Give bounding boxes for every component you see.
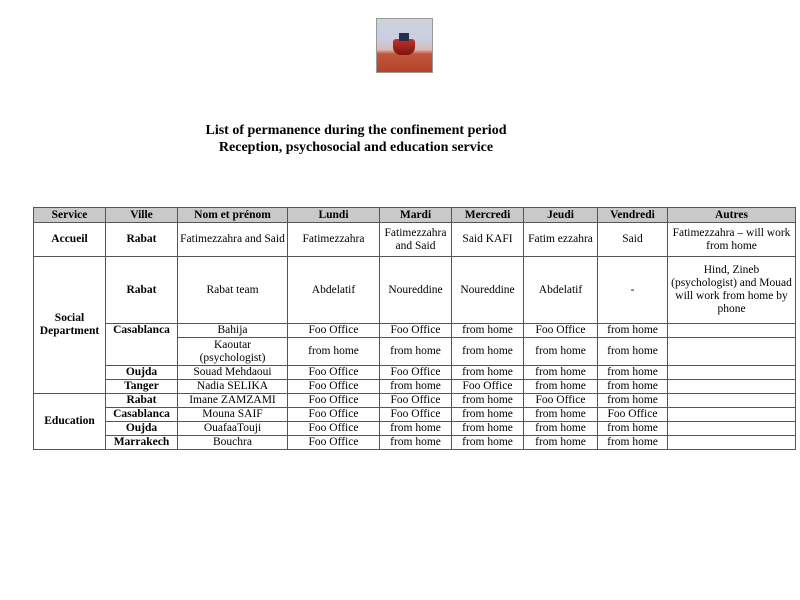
mardi-cell: Foo Office bbox=[380, 324, 452, 338]
mardi-cell: Foo Office bbox=[380, 366, 452, 380]
mardi-cell: Foo Office bbox=[380, 408, 452, 422]
vendredi-cell: from home bbox=[598, 324, 668, 338]
mardi-cell: from home bbox=[380, 380, 452, 394]
autres-cell bbox=[668, 338, 796, 366]
service-cell: Social Department bbox=[34, 257, 106, 394]
lundi-cell: Foo Office bbox=[288, 422, 380, 436]
mardi-cell: Noureddine bbox=[380, 257, 452, 324]
document-title bbox=[0, 122, 800, 156]
lundi-cell: Foo Office bbox=[288, 436, 380, 450]
vendredi-cell: from home bbox=[598, 436, 668, 450]
autres-cell: Fatimezzahra – will work from home bbox=[668, 223, 796, 257]
autres-cell bbox=[668, 408, 796, 422]
lundi-cell: Abdelatif bbox=[288, 257, 380, 324]
table-row bbox=[34, 436, 796, 450]
mercredi-cell: from home bbox=[452, 422, 524, 436]
mercredi-cell: from home bbox=[452, 394, 524, 408]
ville-cell: Marrakech bbox=[106, 436, 178, 450]
nom-cell: Rabat team bbox=[178, 257, 288, 324]
header-row bbox=[34, 208, 796, 223]
table-row bbox=[34, 257, 796, 324]
table-row bbox=[34, 394, 796, 408]
vendredi-cell: from home bbox=[598, 380, 668, 394]
ville-cell: Oujda bbox=[106, 422, 178, 436]
nom-cell: OuafaaTouji bbox=[178, 422, 288, 436]
vendredi-cell: from home bbox=[598, 366, 668, 380]
nom-cell: Imane ZAMZAMI bbox=[178, 394, 288, 408]
autres-cell bbox=[668, 380, 796, 394]
ville-cell: Rabat bbox=[106, 394, 178, 408]
mercredi-cell: Foo Office bbox=[452, 380, 524, 394]
mardi-cell: Foo Office bbox=[380, 394, 452, 408]
mercredi-cell: from home bbox=[452, 338, 524, 366]
ville-cell: Rabat bbox=[106, 257, 178, 324]
table-row bbox=[34, 366, 796, 380]
boat-cabin-shape bbox=[399, 33, 409, 41]
header-lundi: Lundi bbox=[288, 208, 380, 223]
jeudi-cell: Foo Office bbox=[524, 394, 598, 408]
mardi-cell: from home bbox=[380, 422, 452, 436]
nom-cell: Bahija bbox=[178, 324, 288, 338]
nom-cell: Mouna SAIF bbox=[178, 408, 288, 422]
mercredi-cell: Noureddine bbox=[452, 257, 524, 324]
header-mercredi: Mercredi bbox=[452, 208, 524, 223]
lundi-cell: Foo Office bbox=[288, 366, 380, 380]
title-line-1: List of permanence during the confinement period bbox=[205, 123, 507, 138]
service-cell: Education bbox=[34, 394, 106, 450]
lundi-cell: Foo Office bbox=[288, 324, 380, 338]
mardi-cell: from home bbox=[380, 436, 452, 450]
jeudi-cell: Fatim ezzahra bbox=[524, 223, 598, 257]
autres-cell: Hind, Zineb (psychologist) and Mouad will work from home by phone bbox=[668, 257, 796, 324]
autres-cell bbox=[668, 394, 796, 408]
vendredi-cell: from home bbox=[598, 422, 668, 436]
nom-cell: Fatimezzahra and Said bbox=[178, 223, 288, 257]
title-line-2: Reception, psychosocial and education service bbox=[218, 140, 494, 155]
autres-cell bbox=[668, 324, 796, 338]
boat-shape bbox=[393, 39, 415, 55]
ville-cell: Tanger bbox=[106, 380, 178, 394]
table-row bbox=[34, 422, 796, 436]
mardi-cell: Fatimezzahra and Said bbox=[380, 223, 452, 257]
jeudi-cell: from home bbox=[524, 366, 598, 380]
mercredi-cell: from home bbox=[452, 408, 524, 422]
ville-cell: Oujda bbox=[106, 366, 178, 380]
header-ville: Ville bbox=[106, 208, 178, 223]
header-jeudi: Jeudi bbox=[524, 208, 598, 223]
autres-cell bbox=[668, 422, 796, 436]
header-mardi: Mardi bbox=[380, 208, 452, 223]
jeudi-cell: from home bbox=[524, 380, 598, 394]
lundi-cell: Foo Office bbox=[288, 380, 380, 394]
jeudi-cell: Foo Office bbox=[524, 324, 598, 338]
ville-cell: Casablanca bbox=[106, 324, 178, 366]
nom-cell: Souad Mehdaoui bbox=[178, 366, 288, 380]
lundi-cell: from home bbox=[288, 338, 380, 366]
jeudi-cell: from home bbox=[524, 408, 598, 422]
header-service: Service bbox=[34, 208, 106, 223]
nom-cell: Bouchra bbox=[178, 436, 288, 450]
vendredi-cell: from home bbox=[598, 394, 668, 408]
header-vendredi: Vendredi bbox=[598, 208, 668, 223]
nom-cell: Kaoutar (psychologist) bbox=[178, 338, 288, 366]
mercredi-cell: from home bbox=[452, 324, 524, 338]
lundi-cell: Fatimezzahra bbox=[288, 223, 380, 257]
ville-cell: Casablanca bbox=[106, 408, 178, 422]
autres-cell bbox=[668, 366, 796, 380]
vendredi-cell: - bbox=[598, 257, 668, 324]
vendredi-cell: Foo Office bbox=[598, 408, 668, 422]
service-cell: Accueil bbox=[34, 223, 106, 257]
nom-cell: Nadia SELIKA bbox=[178, 380, 288, 394]
autres-cell bbox=[668, 436, 796, 450]
header-autres: Autres bbox=[668, 208, 796, 223]
logo-image bbox=[376, 18, 433, 73]
mercredi-cell: from home bbox=[452, 366, 524, 380]
jeudi-cell: from home bbox=[524, 436, 598, 450]
jeudi-cell: Abdelatif bbox=[524, 257, 598, 324]
jeudi-cell: from home bbox=[524, 338, 598, 366]
table-row bbox=[34, 223, 796, 257]
table-row bbox=[34, 380, 796, 394]
lundi-cell: Foo Office bbox=[288, 408, 380, 422]
jeudi-cell: from home bbox=[524, 422, 598, 436]
mercredi-cell: Said KAFI bbox=[452, 223, 524, 257]
lundi-cell: Foo Office bbox=[288, 394, 380, 408]
ville-cell: Rabat bbox=[106, 223, 178, 257]
mercredi-cell: from home bbox=[452, 436, 524, 450]
permanence-table bbox=[33, 207, 796, 450]
vendredi-cell: Said bbox=[598, 223, 668, 257]
table-row bbox=[34, 408, 796, 422]
table-row bbox=[34, 324, 796, 338]
mardi-cell: from home bbox=[380, 338, 452, 366]
vendredi-cell: from home bbox=[598, 338, 668, 366]
header-nom: Nom et prénom bbox=[178, 208, 288, 223]
